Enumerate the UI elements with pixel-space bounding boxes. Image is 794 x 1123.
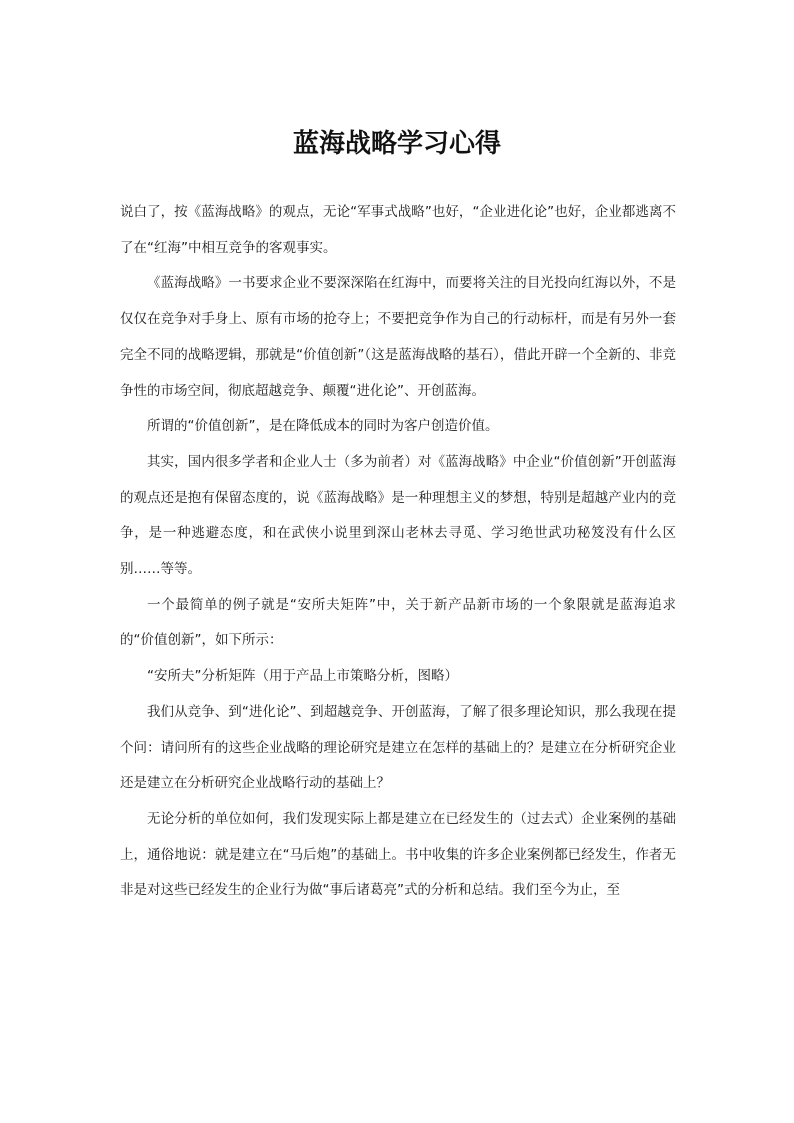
document-body: [120, 195, 676, 909]
paragraph-4: 其实，国内很多学者和企业人士（多为前者）对《蓝海战略》中企业“价值创新”开创蓝海的观点还是抱有保留态度的，说《蓝海战略》是一种理想主义的梦想，特别是超越产业内的竞争，是一种逃避态度，和在武侠小说里到深山老林去寻觅、学习绝世武功秘笈没有什么区别……等等。: [120, 453, 676, 578]
paragraph-3: 所谓的“价值创新”，是在降低成本的同时为客户创造价值。: [147, 418, 499, 435]
paragraph-5: 一个最简单的例子就是“安所夫矩阵”中，关于新产品新市场的一个象限就是蓝海追求的“价值创新”，如下所示：: [120, 596, 676, 649]
paragraph-1: 说白了，按《蓝海战略》的观点，无论“军事式战略”也好，“企业进化论”也好，企业都逃离不了在“红海”中相互竞争的客观事实。: [120, 204, 676, 256]
document-title: 蓝海战略学习心得: [292, 129, 501, 159]
figure-caption: “安所夫”分析矩阵（用于产品上市策略分析，图略）: [147, 668, 458, 685]
paragraph-2: 《蓝海战略》一书要求企业不要深深陷在红海中，而要将关注的目光投向红海以外，不是仅仅在竞争对手身上、原有市场的抢夺上；不要把竞争作为自己的行动标杆，而是有另外一套完全不同的战略逻辑，那就是“价值创新”（这是蓝海战略的基石），借此开辟一个全新的、非竞争性的市场空间，彻底超越竞争、颠覆“进化论”、开创蓝海。: [120, 275, 676, 399]
paragraph-6: 我们从竞争、到“进化论”、到超越竞争、开创蓝海，了解了很多理论知识，那么我现在提个问：请问所有的这些企业战略的理论研究是建立在怎样的基础上的？是建立在分析研究企业还是建立在分析研究企业战略行动的基础上？: [120, 703, 676, 792]
paragraph-7: 无论分析的单位如何，我们发现实际上都是建立在已经发生的（过去式）企业案例的基础上，通俗地说：就是建立在“马后炮”的基础上。书中收集的许多企业案例都已经发生，作者无非是对这些已经发生的企业行为做“事后诸葛亮”式的分析和总结。我们至今为止，至: [120, 810, 676, 899]
